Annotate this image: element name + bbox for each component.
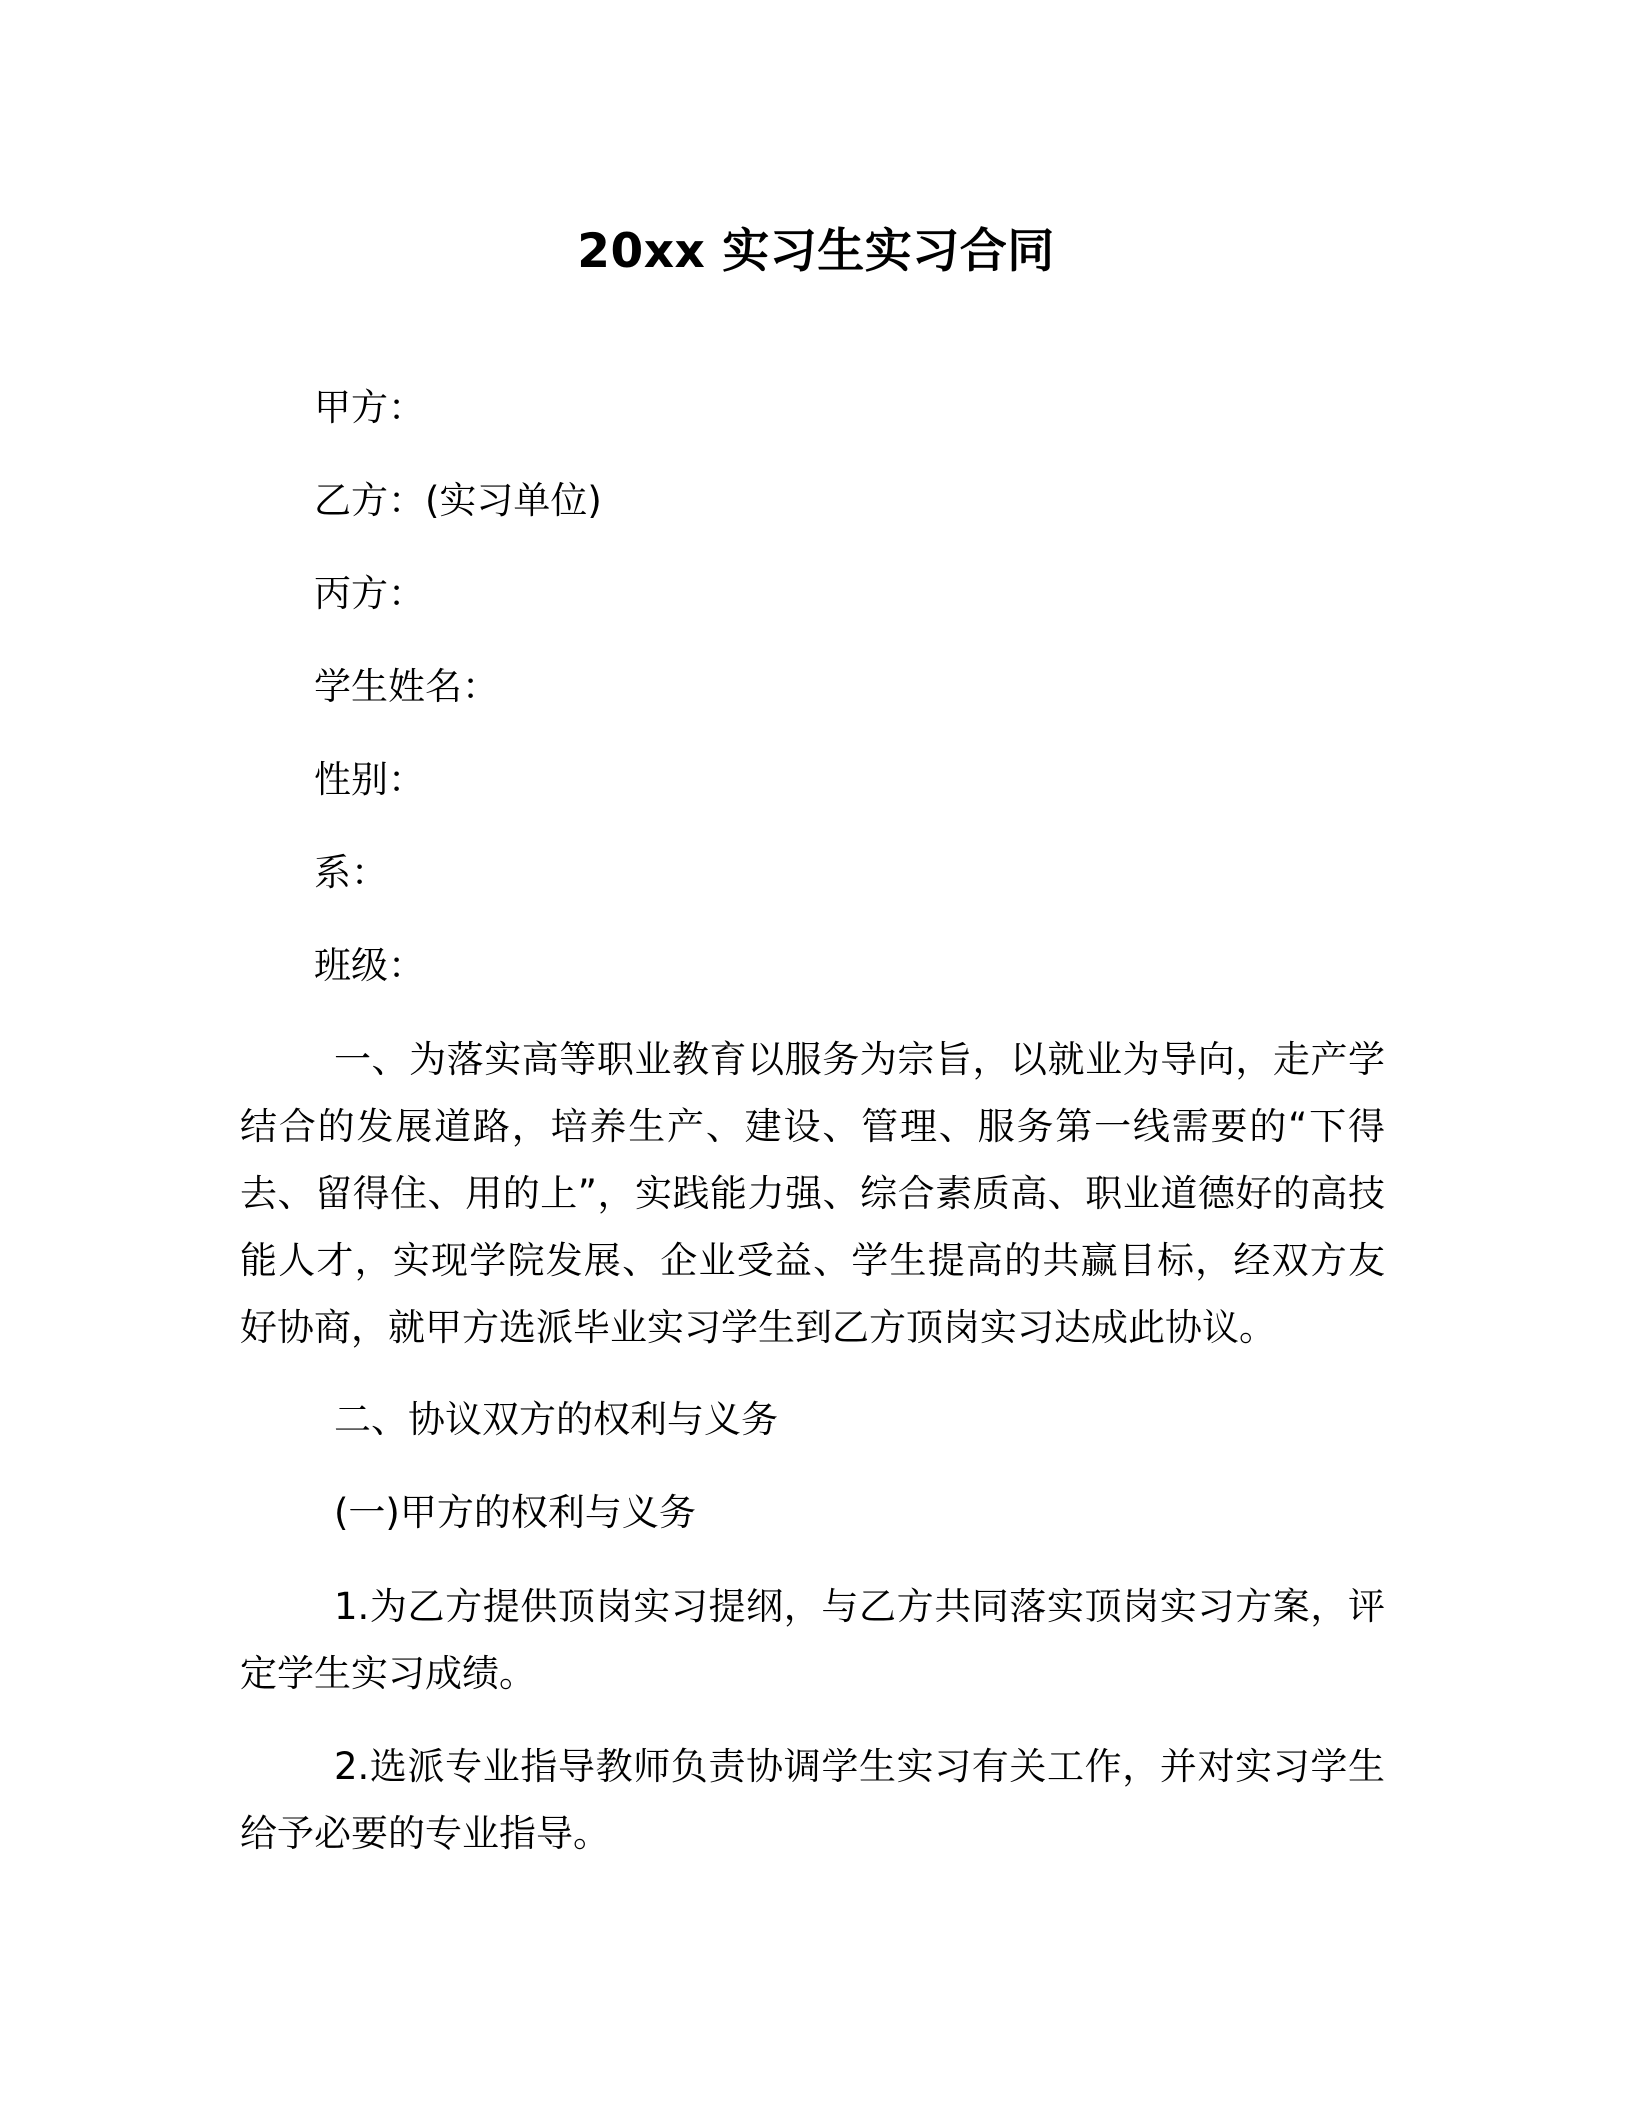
department-field: 系：	[314, 851, 388, 894]
party-b-field: 乙方：(实习单位)	[314, 479, 602, 522]
party-a-field: 甲方：	[314, 386, 425, 429]
class-field: 班级：	[314, 944, 425, 987]
subsection-1-heading: (一)甲方的权利与义务	[334, 1491, 696, 1534]
gender-field: 性别：	[314, 758, 425, 801]
document-title: 20xx 实习生实习合同	[577, 224, 1055, 279]
item-2-paragraph: 2.选派专业指导教师负责协调学生实习有关工作，并对实习学生给予必要的专业指导。	[240, 1745, 1385, 1855]
party-c-field: 丙方：	[314, 572, 425, 615]
item-1-paragraph: 1.为乙方提供顶岗实习提纲，与乙方共同落实顶岗实习方案，评定学生实习成绩。	[240, 1585, 1385, 1695]
section-1-paragraph: 一、为落实高等职业教育以服务为宗旨，以就业为导向，走产学结合的发展道路，培养生产、建设、管理、服务第一线需要的“下得去、留得住、用的上”，实践能力强、综合素质高、职业道德好的高技能人才，实现学院发展、企业受益、学生提高的共赢目标，经双方友好协商，就甲方选派毕业实习学生到乙方顶岗实习达成此协议。	[240, 1038, 1385, 1349]
section-2-heading: 二、协议双方的权利与义务	[334, 1398, 778, 1441]
student-name-field: 学生姓名：	[314, 665, 499, 708]
